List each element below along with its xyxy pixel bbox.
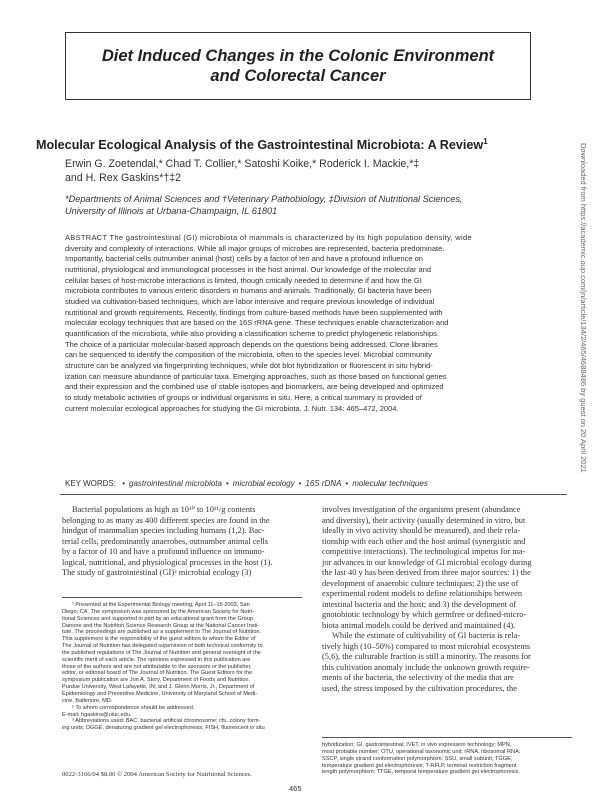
keyword: microbial ecology [232,479,295,488]
footnote-line: hybridization; GI, gastrointestinal; IVET, in vivo expression technology; MPN, [322,742,512,748]
abstract-line: quantification of the microbiota, while also providing a classification scheme to predict phylogenetic relationships. [65,328,439,338]
footnote-line: symposium publication are Jon A. Story, Department of Foods and Nutrition, [62,677,250,684]
abstract-line: to study metabolic activities of groups or individual organisms in situ. Here, a critical summary is provided of [65,392,422,402]
affiliation-line-1: *Departments of Animal Sciences and †Veterinary Pathobiology, ‡Division of Nutritional Sciences, [65,194,463,204]
abstract-line: molecular ecology techniques that are based on the 16S rRNA gene. These techniques enable characterization and [65,318,449,328]
authors-line-1: Erwin G. Zoetendal,* Chad T. Collier,* Satoshi Koike,* Roderick I. Mackie,*‡ [65,158,420,170]
author-affiliations [65,193,462,217]
body-line: belonging to as many as 400 different species are found in the [62,515,270,525]
body-line: and diversity), their activity (usually determined in vitro, but [322,515,526,525]
footnote-line: ² To whom correspondence should be addressed. [72,704,195,711]
special-section-banner [65,32,531,100]
footnote-line: editor, or editorial board of The Journal of Nutrition. The Guest Editors for the [62,670,253,677]
keyword-bullet: • [345,479,349,488]
abstract-line: nutritional and growth requirements. Recently, findings from culture-based methods have been supplemented with [65,307,443,317]
body-column-left [62,505,309,579]
body-line: experimental rodent models to define relationships between [322,589,523,598]
abstract-line: can be sequenced to identify the composition of the microbiota, often to the species level. Microbial community [65,350,432,360]
footnotes-left [62,602,302,732]
footnote-line: tute. The proceedings are published as a supplement to The Journal of Nutrition. [62,629,262,636]
footnote-line: ³ Abbreviations used: BAC, bacterial artificial chromosome; cfu, colony form- [72,718,261,725]
author-list [65,157,419,185]
abstract-line: microbiota contributes to various enteric disorders in humans and animals. Traditionally, GI bacteria have been [65,286,432,296]
body-line: tionship with each other and the host animal (synergistic and [322,536,526,546]
body-line: intestinal bacteria and the host; and 3) the development of [322,599,517,609]
footnote-line: ¹ Presented at the Experimental Biology meeting, April 11–15 2003, San [72,602,250,608]
footnote-line: the published regulations of The Journal of Nutrition and general oversight of the [62,649,261,656]
body-line: jor advances in our knowledge of GI microbial ecology during [322,557,532,567]
body-line: ments of the bacteria, the selectivity of the media that are [322,673,514,682]
footnote-line: Purdue University, West Lafayette, IN; and J. Glenn Morris, Jr., Department of [62,684,255,691]
body-line: this cultivation anomaly include the unknown growth require- [322,662,530,672]
footnote-line: Danone and the Nutrition Science Research Group at the National Cancer Insti- [62,622,260,629]
footnote-line: temperature gradient gel electrophoresis; T-RFLP, terminal restriction fragment [322,762,517,769]
body-line: involves investigation of the organisms present (abundance [322,505,521,514]
abstract-line: ABSTRACT The gastrointestinal (GI) microbiota of mammals is characterized by its high population density, wide [65,233,472,242]
body-line: tively high (10–50%) compared to most microbial ecosystems [322,641,531,651]
affiliation-line-2: University of Illinois at Urbana-Champaign, IL 61801 [65,206,278,216]
body-line: logical, nutritional, and physiological processes in the host (1). [62,557,273,567]
abstract-line: diversity and complexity of interactions. While all major groups of microbes are represented, bacteria predominate. [65,243,445,253]
keyword: 16S rDNA [305,479,342,488]
keyword-bullet: • [225,479,229,488]
authors-line-2: and H. Rex Gaskins*†‡2 [65,172,182,184]
page-number: 465 [289,784,302,793]
abstract-line: and their expression and the combined use of stable isotopes and biomarkers, are being developed and optimized [65,382,444,392]
abstract-line: nutritional, physiological and immunological processes in the host animal. Our knowledge of the molecular and [65,264,432,274]
footnote-line: length polymorphism; TTGE, temporal temperature gradient gel electrophoresis. [322,769,520,776]
body-line: the last 40 y has been derived from three major sources: 1) the [322,568,531,577]
footnote-line: tional Sciences and supported in part by an educational grant from the Group [62,615,253,622]
footnote-divider-left [62,597,302,598]
abstract-line: structure can be analyzed via fingerprinting techniques, while dot blot hybridization or fluorescent in situ hybrid- [65,360,433,370]
banner-line-2: and Colorectal Cancer [210,67,386,85]
body-line: development of anaerobic culture techniques; 2) the use of [322,578,519,588]
body-line: ideally in vivo activity should be measured), and their rela- [322,526,521,535]
section-divider [60,494,567,495]
keyword-bullet: • [298,479,302,488]
footnote-divider-right [322,737,572,738]
keywords-list [118,479,428,488]
article-title [36,137,488,152]
footnote-line: Epidemiology and Preventive Medicine, University of Maryland School of Medi- [62,690,258,697]
copyright-line: 0022-3166/04 $8.00 © 2004 American Society for Nutritional Sciences. [62,771,252,778]
body-line: terial cells, predominantly anaerobes, outnumber animal cells [62,536,269,546]
abstract-line: ization can measure abundance of particular taxa. Emerging approaches, such as those based on functional genes [65,371,447,381]
download-note: Downloaded from https://academic.oup.com/jn/article/134/2/465/4688486 by guest on 20 April 2021 [579,143,588,473]
body-line: competitive interactions). The technological impetus for ma- [322,547,526,556]
footnote-line: cine, Baltimore, MD. [62,697,113,704]
footnote-line: This supplement is the responsibility of the guest editors to whom the Editor of [62,636,256,643]
footnote-line: most probable number; OTU, operational taxonomic unit; rRNA, ribosomal RNA; [322,748,521,755]
body-line: gnotobiotic technology by which germfree or defined-micro- [322,610,527,619]
body-line: biota animal models could be derived and maintained (4). [322,620,516,630]
body-line: (5,6), the culturable fraction is still a minority. The reasons for [322,652,531,661]
abstract [65,233,565,414]
body-line: Bacterial populations as high as 10¹⁰ to 10¹¹/g contents [72,505,256,514]
footnote-line: E-mail: hgaskins@uiuc.edu. [62,711,132,718]
body-line: by a factor of 10 and have a profound influence on immuno- [62,547,265,556]
footnote-line: scientific merit of each article. The opinions expressed in this publication are [62,656,251,663]
footnote-line: SSCP, single strand conformation polymorphism; SSU, small subunit; TGGE, [322,755,513,762]
banner-line-1: Diet Induced Changes in the Colonic Environment [101,47,495,65]
article-title-text: Molecular Ecological Analysis of the Gastrointestinal Microbiota: A Review [36,138,484,153]
body-line: While the estimate of cultivability of GI bacteria is rela- [332,631,521,640]
keywords [65,479,565,488]
footnote-line: ing units; DGGE, denaturing gradient gel electrophoresis; FISH, fluorescent in situ [62,725,265,732]
abstract-line: studied via cultivation-based techniques, which are labor intensive and require previous knowledge of individual [65,296,435,306]
body-line: hindgut of mammalian species including humans (1,2). Bac- [62,526,265,535]
download-watermark [576,143,590,603]
keyword: molecular techniques [352,479,428,488]
footnote-line: The Journal of Nutrition has delegated supervision of both technical conformity to [62,643,263,650]
abstract-line: cellular bases of host-microbe interactions is limited, though critically needed to determine if and how the GI [65,275,422,285]
keyword: gastrointestinal microbiota [129,479,222,488]
abstract-line: current molecular ecological approaches for studying the GI microbiota. J. Nutr. 134: 465–472, 2004. [65,403,399,413]
footnote-line: those of the authors and are not attributable to the sponsors or the publisher, [62,663,252,670]
abstract-line: Importantly, bacterial cells outnumber animal (host) cells by a factor of ten and have a profound influence on [65,254,423,264]
footnote-line: Diego, CA. The symposium was sponsored by the American Society for Nutri- [62,608,255,615]
keywords-label: KEY WORDS: [65,479,116,488]
footnotes-right [322,742,572,776]
abstract-line: The choice of a particular molecular-based approach depends on the questions being addressed. Clone libraries [65,339,438,349]
body-line: used, the stress imposed by the cultivation procedures, the [322,683,517,693]
body-column-right [322,505,569,694]
body-line: The study of gastrointestinal (GI)³ microbial ecology (3) [62,568,252,577]
keyword-bullet: • [122,479,126,488]
article-title-footnote-mark: 1 [483,137,488,146]
